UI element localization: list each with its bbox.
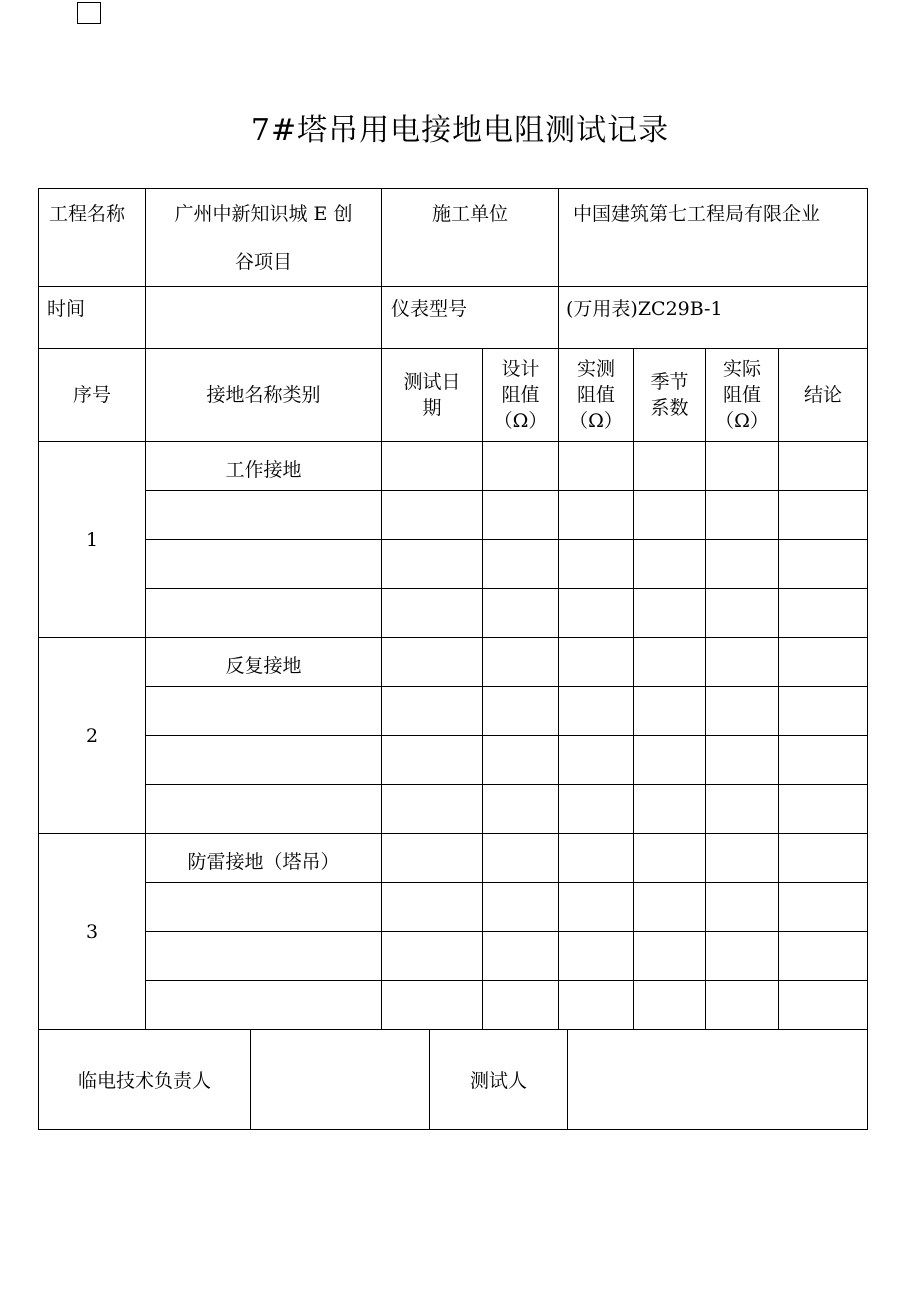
contractor-label: [382, 189, 559, 287]
col-actual-line3: （Ω）: [715, 410, 769, 432]
cell[interactable]: [559, 589, 634, 638]
cell[interactable]: [483, 687, 559, 736]
cell[interactable]: [634, 932, 706, 981]
col-actual-line2: 阻值: [722, 384, 761, 406]
table-row: [39, 589, 868, 638]
cell[interactable]: [382, 491, 483, 540]
cell[interactable]: [483, 883, 559, 932]
cell[interactable]: [779, 981, 868, 1030]
cell[interactable]: [634, 981, 706, 1030]
cell[interactable]: [634, 540, 706, 589]
group-name: 防雷接地（塔吊）: [146, 834, 382, 883]
col-measured-line3: （Ω）: [569, 410, 623, 432]
cell[interactable]: [559, 736, 634, 785]
cell[interactable]: [559, 932, 634, 981]
cell[interactable]: [634, 687, 706, 736]
cell[interactable]: [483, 442, 559, 491]
cell[interactable]: [559, 442, 634, 491]
cell[interactable]: [382, 442, 483, 491]
cell[interactable]: [483, 834, 559, 883]
cell[interactable]: [779, 834, 868, 883]
tech-lead-signature[interactable]: [251, 1030, 430, 1130]
col-measured-line2: 阻值: [576, 384, 615, 406]
cell[interactable]: [483, 981, 559, 1030]
cell[interactable]: [634, 491, 706, 540]
col-name: 接地名称类别: [146, 349, 382, 442]
page-title: 7#塔吊用电接地电阻测试记录: [250, 113, 670, 148]
meter-label-text: 仪表型号: [391, 298, 468, 320]
cell[interactable]: [483, 491, 559, 540]
cell[interactable]: [706, 442, 779, 491]
time-label: [39, 287, 146, 349]
group-seq: 2: [39, 638, 146, 834]
col-actual-line1: 实际: [722, 358, 761, 380]
tech-lead-label: 临电技术负责人: [39, 1030, 251, 1130]
time-label-text: 时间: [47, 298, 86, 320]
cell[interactable]: [146, 883, 382, 932]
cell[interactable]: [706, 883, 779, 932]
cell[interactable]: [634, 834, 706, 883]
cell[interactable]: [634, 883, 706, 932]
cell[interactable]: [706, 932, 779, 981]
group-seq: 3: [39, 834, 146, 1030]
cell[interactable]: [559, 834, 634, 883]
cell[interactable]: [779, 442, 868, 491]
cell[interactable]: [706, 638, 779, 687]
cell[interactable]: [634, 442, 706, 491]
cell[interactable]: [634, 638, 706, 687]
cell[interactable]: [146, 981, 382, 1030]
project-value: [146, 189, 382, 287]
meter-label: [382, 287, 559, 349]
cell[interactable]: [706, 491, 779, 540]
tester-signature[interactable]: [568, 1030, 868, 1130]
cell[interactable]: [382, 834, 483, 883]
group-seq: 1: [39, 442, 146, 638]
cell[interactable]: [559, 540, 634, 589]
cell[interactable]: [634, 785, 706, 834]
cell[interactable]: [706, 834, 779, 883]
col-date: [382, 349, 483, 442]
cell[interactable]: [634, 736, 706, 785]
header-table: [38, 188, 868, 349]
cell[interactable]: [483, 736, 559, 785]
table-row: [39, 687, 868, 736]
cell[interactable]: [779, 883, 868, 932]
cell[interactable]: [382, 785, 483, 834]
col-design-line1: 设计: [501, 358, 540, 380]
cell[interactable]: [483, 638, 559, 687]
table-row: [39, 834, 868, 883]
cell[interactable]: [146, 687, 382, 736]
cell[interactable]: [779, 638, 868, 687]
project-value-line2: 谷项目: [234, 251, 292, 273]
cell[interactable]: [382, 883, 483, 932]
cell[interactable]: [483, 589, 559, 638]
cell[interactable]: [483, 785, 559, 834]
cell[interactable]: [706, 540, 779, 589]
table-row: [39, 981, 868, 1030]
cell[interactable]: [146, 736, 382, 785]
cell[interactable]: [779, 687, 868, 736]
cell[interactable]: [382, 736, 483, 785]
col-actual: [706, 349, 779, 442]
cell[interactable]: [706, 785, 779, 834]
table-header-row: [39, 349, 868, 442]
cell[interactable]: [146, 589, 382, 638]
table-row: [39, 785, 868, 834]
col-seq: 序号: [39, 349, 146, 442]
table-row: [39, 883, 868, 932]
contractor-label-text: 施工单位: [431, 203, 508, 225]
cell[interactable]: [706, 981, 779, 1030]
cell[interactable]: [382, 540, 483, 589]
cell[interactable]: [706, 687, 779, 736]
cell[interactable]: [559, 981, 634, 1030]
tester-label: 测试人: [430, 1030, 568, 1130]
table-row: [39, 442, 868, 491]
project-label-text: 工程名称: [49, 203, 126, 225]
signature-table: [38, 1029, 868, 1130]
cell[interactable]: [779, 785, 868, 834]
cell[interactable]: [382, 932, 483, 981]
contractor-value: [559, 189, 868, 287]
meter-value-text: (万用表)ZC29B-1: [566, 298, 723, 320]
cell[interactable]: [483, 932, 559, 981]
cell[interactable]: [559, 687, 634, 736]
project-value-line1: 广州中新知识城 E 创: [174, 203, 353, 225]
cell[interactable]: [382, 981, 483, 1030]
group-name: 反复接地: [146, 638, 382, 687]
cell[interactable]: [779, 491, 868, 540]
checkbox[interactable]: [77, 2, 101, 24]
col-measured-line1: 实测: [576, 358, 615, 380]
table-row: [39, 736, 868, 785]
cell[interactable]: [706, 736, 779, 785]
cell[interactable]: [779, 736, 868, 785]
table-row: [39, 491, 868, 540]
table-row: [39, 638, 868, 687]
cell[interactable]: [779, 589, 868, 638]
col-season-line1: 季节: [650, 371, 689, 393]
cell[interactable]: [483, 540, 559, 589]
cell[interactable]: [634, 589, 706, 638]
time-value[interactable]: [146, 287, 382, 349]
measurement-table: [38, 348, 868, 1030]
cell[interactable]: [559, 638, 634, 687]
col-date-line1: 测试日: [403, 371, 461, 393]
col-conclusion: 结论: [779, 349, 868, 442]
cell[interactable]: [146, 785, 382, 834]
cell[interactable]: [382, 687, 483, 736]
col-date-line2: 期: [422, 397, 442, 419]
cell[interactable]: [382, 638, 483, 687]
project-label: [39, 189, 146, 287]
cell[interactable]: [146, 540, 382, 589]
meter-value: [559, 287, 868, 349]
col-design: [483, 349, 559, 442]
cell[interactable]: [146, 932, 382, 981]
table-row: [39, 540, 868, 589]
table-row: [39, 932, 868, 981]
col-design-line3: （Ω）: [493, 410, 548, 432]
col-season: [634, 349, 706, 442]
cell[interactable]: [559, 785, 634, 834]
cell[interactable]: [146, 491, 382, 540]
contractor-value-text: 中国建筑第七工程局有限企业: [573, 203, 821, 225]
cell[interactable]: [382, 589, 483, 638]
cell[interactable]: [779, 540, 868, 589]
group-name: 工作接地: [146, 442, 382, 491]
cell[interactable]: [779, 932, 868, 981]
col-design-line2: 阻值: [501, 384, 540, 406]
col-measured: [559, 349, 634, 442]
cell[interactable]: [559, 491, 634, 540]
col-season-line2: 系数: [650, 397, 689, 419]
cell[interactable]: [706, 589, 779, 638]
cell[interactable]: [559, 883, 634, 932]
